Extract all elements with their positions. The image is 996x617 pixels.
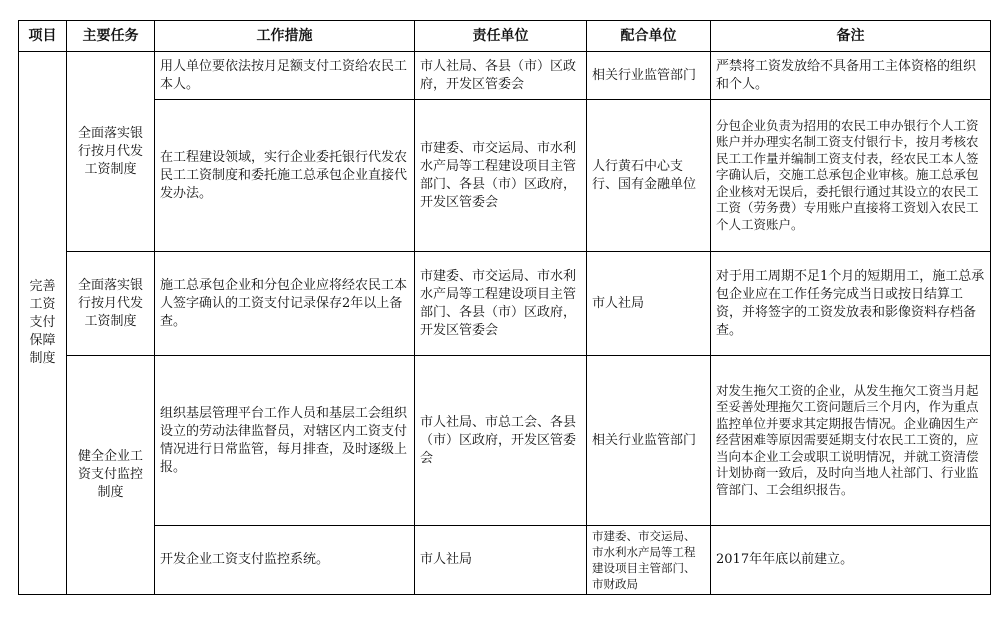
table-row (19, 52, 991, 100)
header-row (19, 21, 991, 52)
header-notes: 备注 (711, 21, 991, 52)
work-plan-table (18, 20, 991, 595)
responsible-cell: 市人社局、市总工会、各县（市）区政府，开发区管委会 (415, 356, 587, 526)
notes-cell: 分包企业负责为招用的农民工申办银行个人工资账户并办理实名制工资支付银行卡，按月考核农民工工作量并编制工资支付表，经农民工本人签字确认后，交施工总承包企业审核。施工总承包企业核对无误后，委托银行通过其设立的农民工工资（劳务费）专用账户直接将工资划入农民工个人工资账户。 (711, 100, 991, 252)
task-cell: 全面落实银行按月代发工资制度 (67, 52, 155, 252)
notes-cell: 对发生拖欠工资的企业，从发生拖欠工资当月起至妥善处理拖欠工资问题后三个月内，作为重点监控单位并要求其定期报告情况。企业确因生产经营困难等原因需要延期支付农民工工资的，应当向本企业工会或职工说明情况，并就工资清偿计划协商一致后，及时向当地人社部门、行业监管部门、工会组织报告。 (711, 356, 991, 526)
header-responsible: 责任单位 (415, 21, 587, 52)
table-row (19, 356, 991, 526)
cooperating-cell: 人行黄石中心支行、国有金融单位 (587, 100, 711, 252)
notes-cell: 对于用工周期不足1个月的短期用工，施工总承包企业应在工作任务完成当日或按日结算工资，并将签字的工资发放表和影像资料存档备查。 (711, 252, 991, 356)
table-row (19, 100, 991, 252)
project-cell: 完善工资支付保障制度 (19, 52, 67, 595)
table-row (19, 526, 991, 595)
notes-cell: 严禁将工资发放给不具备用工主体资格的组织和个人。 (711, 52, 991, 100)
responsible-cell: 市人社局 (415, 526, 587, 595)
task-cell: 健全企业工资支付监控制度 (67, 356, 155, 595)
notes-cell: 2017年年底以前建立。 (711, 526, 991, 595)
cooperating-cell: 相关行业监管部门 (587, 52, 711, 100)
header-cooperating: 配合单位 (587, 21, 711, 52)
cooperating-cell: 市人社局 (587, 252, 711, 356)
table-row (19, 252, 991, 356)
measure-cell: 组织基层管理平台工作人员和基层工会组织设立的劳动法律监督员，对辖区内工资支付情况进行日常监管，每月排查，及时逐级上报。 (155, 356, 415, 526)
cooperating-cell: 市建委、市交运局、市水利水产局等工程建设项目主管部门、市财政局 (587, 526, 711, 595)
responsible-cell: 市建委、市交运局、市水利水产局等工程建设项目主管部门、各县（市）区政府，开发区管委会 (415, 100, 587, 252)
cooperating-cell: 相关行业监管部门 (587, 356, 711, 526)
responsible-cell: 市人社局、各县（市）区政府，开发区管委会 (415, 52, 587, 100)
measure-cell: 开发企业工资支付监控系统。 (155, 526, 415, 595)
header-measure: 工作措施 (155, 21, 415, 52)
header-task: 主要任务 (67, 21, 155, 52)
measure-cell: 用人单位要依法按月足额支付工资给农民工本人。 (155, 52, 415, 100)
task-cell: 全面落实银行按月代发工资制度 (67, 252, 155, 356)
measure-cell: 在工程建设领域，实行企业委托银行代发农民工工资制度和委托施工总承包企业直接代发办法。 (155, 100, 415, 252)
responsible-cell: 市建委、市交运局、市水利水产局等工程建设项目主管部门、各县（市）区政府，开发区管委会 (415, 252, 587, 356)
measure-cell: 施工总承包企业和分包企业应将经农民工本人签字确认的工资支付记录保存2年以上备查。 (155, 252, 415, 356)
header-project: 项目 (19, 21, 67, 52)
